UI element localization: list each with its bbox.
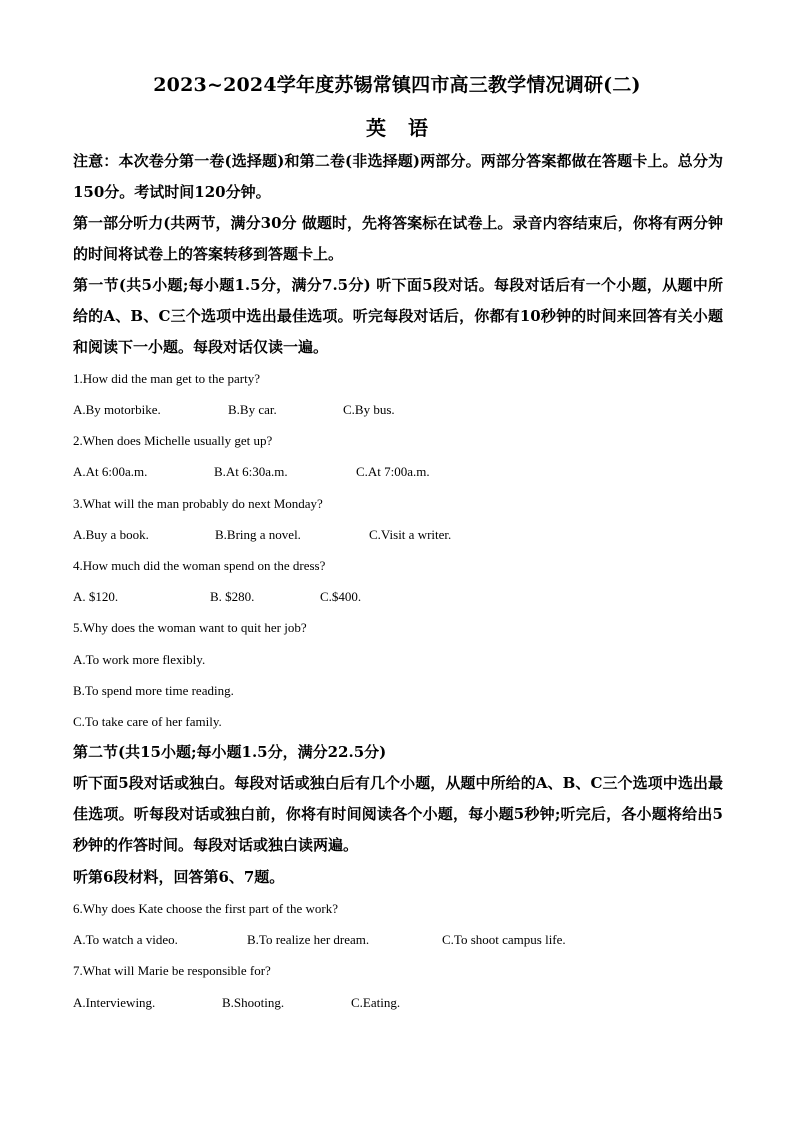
question-1: 1.How did the man get to the party? xyxy=(73,371,261,386)
q4-option-c: C.$400. xyxy=(320,589,362,604)
section1-instructions: 第一节(共5小题;每小题1.5分，满分7.5分) 听下面5段对话。每段对话后有一个小题，从题中所给的A、B、C三个选项中选出最佳选项。听完每段对话后，你都有10秒钟的时间来回答有关小题和阅读下一小题。每段对话仅读一遍。 xyxy=(73,276,723,356)
q5-option-c: C.To take care of her family. xyxy=(73,714,222,729)
q2-option-a: A.At 6:00a.m. xyxy=(73,464,148,479)
question-7: 7.What will Marie be responsible for? xyxy=(73,963,271,978)
q1-option-a: A.By motorbike. xyxy=(73,402,161,417)
q3-option-b: B.Bring a novel. xyxy=(215,527,301,542)
q3-option-a: A.Buy a book. xyxy=(73,527,149,542)
q7-option-b: B.Shooting. xyxy=(222,995,285,1010)
q2-option-b: B.At 6:30a.m. xyxy=(214,464,288,479)
q5-option-a: A.To work more flexibly. xyxy=(73,652,206,667)
question-3: 3.What will the man probably do next Monday? xyxy=(73,496,323,511)
q4-option-b: B. $280. xyxy=(210,589,255,604)
material-6-instruction: 听第6段材料，回答第6、7题。 xyxy=(73,868,285,886)
section2-title: 第二节(共15小题;每小题1.5分，满分22.5分) xyxy=(73,743,387,761)
q3-option-c: C.Visit a writer. xyxy=(369,527,452,542)
question-5: 5.Why does the woman want to quit her job? xyxy=(73,620,307,635)
q1-option-c: C.By bus. xyxy=(343,402,395,417)
q1-option-b: B.By car. xyxy=(228,402,277,417)
question-2: 2.When does Michelle usually get up? xyxy=(73,433,273,448)
q6-option-b: B.To realize her dream. xyxy=(247,932,370,947)
q7-option-c: C.Eating. xyxy=(351,995,401,1010)
question-4: 4.How much did the woman spend on the dress? xyxy=(73,558,326,573)
question-6: 6.Why does Kate choose the first part of the work? xyxy=(73,901,338,916)
subject-title: 英语 xyxy=(366,116,450,140)
q6-option-a: A.To watch a video. xyxy=(73,932,178,947)
q2-option-c: C.At 7:00a.m. xyxy=(356,464,430,479)
q7-option-a: A.Interviewing. xyxy=(73,995,156,1010)
section2-instructions: 听下面5段对话或独白。每段对话或独白后有几个小题，从题中所给的A、B、C三个选项中选出最佳选项。听每段对话或独白前，你将有时间阅读各个小题，每小题5秒钟;听完后，各小题将给出5秒钟的作答时间。每段对话或独白读两遍。 xyxy=(73,774,723,854)
q5-option-b: B.To spend more time reading. xyxy=(73,683,234,698)
q6-option-c: C.To shoot campus life. xyxy=(442,932,566,947)
exam-note: 注意：本次卷分第一卷(选择题)和第二卷(非选择题)两部分。两部分答案都做在答题卡上。总分为150分。考试时间120分钟。 xyxy=(73,152,723,201)
part1-instructions: 第一部分听力(共两节，满分30分 做题时，先将答案标在试卷上。录音内容结束后，你将有两分钟的时间将试卷上的答案转移到答题卡上。 xyxy=(73,214,723,263)
page-title: 2023~2024学年度苏锡常镇四市高三教学情况调研(二) xyxy=(153,74,641,96)
q4-option-a: A. $120. xyxy=(73,589,119,604)
